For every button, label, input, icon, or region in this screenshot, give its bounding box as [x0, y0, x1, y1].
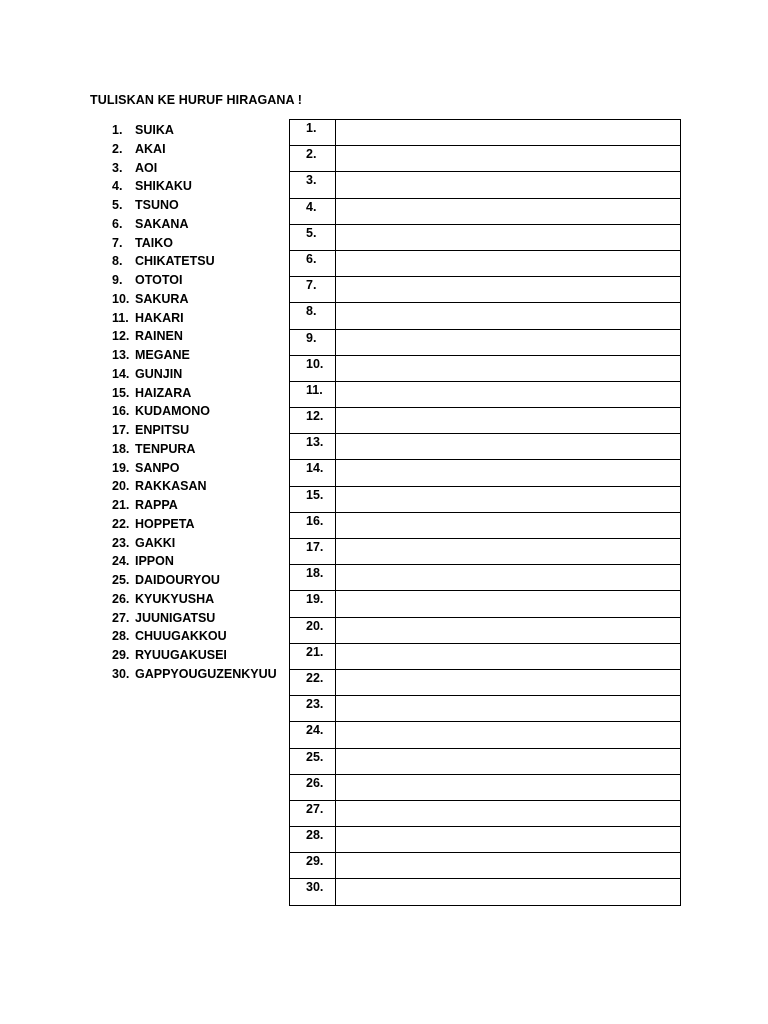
answer-number: 18.	[290, 565, 336, 591]
word-list-item	[112, 496, 277, 515]
word-text: GUNJIN	[135, 366, 183, 381]
word-number: 6.	[112, 216, 123, 231]
answer-number: 14.	[290, 460, 336, 486]
word-number: 11.	[112, 310, 129, 325]
word-number: 25.	[112, 573, 130, 587]
answer-number: 28.	[290, 827, 336, 853]
word-list-item	[112, 271, 277, 290]
answer-field[interactable]	[336, 198, 681, 224]
word-list-item	[112, 234, 277, 253]
word-text: RAPPA	[135, 498, 178, 512]
answer-number: 7.	[290, 277, 336, 303]
word-list-item	[112, 552, 277, 571]
word-list-item	[112, 515, 277, 534]
answer-number: 17.	[290, 539, 336, 565]
answer-row	[290, 434, 681, 460]
answer-row	[290, 879, 681, 905]
answer-field[interactable]	[336, 277, 681, 303]
word-text: HOPPETA	[135, 516, 195, 531]
word-text: RYUUGAKUSEI	[135, 648, 227, 662]
answer-number: 26.	[290, 774, 336, 800]
word-number: 2.	[112, 141, 123, 156]
answer-row	[290, 827, 681, 853]
word-list-item	[112, 177, 277, 196]
answer-field[interactable]	[336, 591, 681, 617]
answer-field[interactable]	[336, 486, 681, 512]
answer-row	[290, 381, 681, 407]
word-number: 18.	[112, 441, 130, 456]
word-number: 9.	[112, 273, 123, 287]
answer-field[interactable]	[336, 329, 681, 355]
word-number: 22.	[112, 516, 130, 531]
answer-number: 4.	[290, 198, 336, 224]
answer-row	[290, 800, 681, 826]
word-list-item	[112, 196, 277, 215]
page-title: TULISKAN KE HURUF HIRAGANA !	[90, 93, 303, 107]
answer-row	[290, 250, 681, 276]
word-text: CHIKATETSU	[135, 254, 215, 269]
word-number: 13.	[112, 348, 130, 362]
word-text: IPPON	[135, 554, 174, 569]
answer-field[interactable]	[336, 722, 681, 748]
word-text: SAKURA	[135, 291, 189, 306]
answer-row	[290, 198, 681, 224]
word-number: 27.	[112, 610, 130, 625]
answer-number: 25.	[290, 748, 336, 774]
word-list-item	[112, 571, 277, 590]
answer-field[interactable]	[336, 120, 681, 146]
word-text: CHUUGAKKOU	[135, 629, 227, 644]
word-text: HAKARI	[135, 310, 184, 325]
word-text: KUDAMONO	[135, 404, 210, 419]
answer-table	[289, 119, 681, 906]
word-list-item	[112, 609, 277, 628]
answer-number: 3.	[290, 172, 336, 198]
word-list-item	[112, 290, 277, 309]
answer-number: 6.	[290, 250, 336, 276]
word-number: 8.	[112, 254, 123, 269]
answer-row	[290, 774, 681, 800]
word-list-item	[112, 215, 277, 234]
answer-number: 22.	[290, 669, 336, 695]
answer-number: 13.	[290, 434, 336, 460]
word-list-item	[112, 665, 277, 684]
word-list-item	[112, 421, 277, 440]
word-text: SANPO	[135, 460, 180, 475]
answer-row	[290, 355, 681, 381]
answer-row	[290, 617, 681, 643]
word-text: GAPPYOUGUZENKYUU	[135, 666, 277, 681]
word-text: RAINEN	[135, 329, 183, 344]
word-text: AKAI	[135, 141, 166, 156]
word-number: 15.	[112, 385, 130, 400]
word-text: RAKKASAN	[135, 479, 207, 494]
answer-field[interactable]	[336, 250, 681, 276]
answer-field[interactable]	[336, 434, 681, 460]
word-text: SUIKA	[135, 123, 174, 137]
answer-field[interactable]	[336, 460, 681, 486]
answer-number: 1.	[290, 120, 336, 146]
word-list-item	[112, 459, 277, 478]
word-number: 19.	[112, 460, 130, 475]
answer-field[interactable]	[336, 774, 681, 800]
answer-field[interactable]	[336, 408, 681, 434]
word-text: TENPURA	[135, 441, 196, 456]
word-number: 10.	[112, 291, 130, 306]
answer-number: 21.	[290, 643, 336, 669]
word-list-item	[112, 402, 277, 421]
answer-row	[290, 539, 681, 565]
word-list-item	[112, 384, 277, 403]
word-number: 29.	[112, 648, 130, 662]
answer-number: 27.	[290, 800, 336, 826]
answer-row	[290, 748, 681, 774]
answer-row	[290, 853, 681, 879]
answer-field[interactable]	[336, 172, 681, 198]
answer-row	[290, 277, 681, 303]
answer-field[interactable]	[336, 539, 681, 565]
word-number: 3.	[112, 160, 123, 175]
word-text: SAKANA	[135, 216, 189, 231]
word-number: 28.	[112, 629, 130, 644]
word-list-item	[112, 440, 277, 459]
word-list-item	[112, 309, 277, 328]
word-list-item	[112, 534, 277, 553]
word-number: 23.	[112, 535, 130, 550]
answer-field[interactable]	[336, 617, 681, 643]
answer-number: 15.	[290, 486, 336, 512]
word-list-item	[112, 477, 277, 496]
word-number: 1.	[112, 123, 123, 137]
word-text: TAIKO	[135, 235, 173, 250]
word-number: 26.	[112, 591, 130, 606]
answer-field[interactable]	[336, 696, 681, 722]
answer-number: 5.	[290, 224, 336, 250]
answer-field[interactable]	[336, 224, 681, 250]
answer-number: 23.	[290, 696, 336, 722]
answer-number: 19.	[290, 591, 336, 617]
word-text: SHIKAKU	[135, 179, 192, 194]
word-text: MEGANE	[135, 348, 190, 362]
answer-number: 10.	[290, 355, 336, 381]
answer-field[interactable]	[336, 643, 681, 669]
word-list-item	[112, 627, 277, 646]
word-list-item	[112, 159, 277, 178]
word-text: JUUNIGATSU	[135, 610, 216, 625]
word-text: HAIZARA	[135, 385, 192, 400]
answer-field[interactable]	[336, 512, 681, 538]
word-number: 24.	[112, 554, 130, 569]
word-text: ENPITSU	[135, 423, 190, 437]
answer-number: 20.	[290, 617, 336, 643]
answer-field[interactable]	[336, 146, 681, 172]
answer-row	[290, 224, 681, 250]
answer-field[interactable]	[336, 748, 681, 774]
word-list-item	[112, 140, 277, 159]
word-number: 12.	[112, 329, 130, 344]
answer-field[interactable]	[336, 879, 681, 905]
word-text: GAKKI	[135, 535, 176, 550]
answer-field[interactable]	[336, 355, 681, 381]
word-number: 4.	[112, 179, 123, 194]
answer-number: 30.	[290, 879, 336, 905]
word-number: 17.	[112, 423, 130, 437]
word-list	[112, 121, 277, 684]
word-text: KYUKYUSHA	[135, 591, 215, 606]
word-number: 7.	[112, 235, 123, 250]
word-number: 21.	[112, 498, 130, 512]
answer-row	[290, 408, 681, 434]
answer-row	[290, 172, 681, 198]
word-number: 16.	[112, 404, 130, 419]
word-text: AOI	[135, 160, 158, 175]
answer-row	[290, 669, 681, 695]
answer-row	[290, 591, 681, 617]
answer-row	[290, 486, 681, 512]
answer-row	[290, 643, 681, 669]
answer-number: 8.	[290, 303, 336, 329]
answer-number: 24.	[290, 722, 336, 748]
word-list-item	[112, 346, 277, 365]
answer-row	[290, 460, 681, 486]
answer-number: 11.	[290, 381, 336, 407]
answer-number: 9.	[290, 329, 336, 355]
answer-field[interactable]	[336, 565, 681, 591]
answer-number: 2.	[290, 146, 336, 172]
word-list-item	[112, 590, 277, 609]
answer-field[interactable]	[336, 381, 681, 407]
answer-field[interactable]	[336, 303, 681, 329]
answer-row	[290, 146, 681, 172]
word-list-item	[112, 327, 277, 346]
answer-row	[290, 565, 681, 591]
answer-field[interactable]	[336, 669, 681, 695]
answer-number: 12.	[290, 408, 336, 434]
word-list-item	[112, 252, 277, 271]
word-number: 14.	[112, 366, 130, 381]
word-number: 5.	[112, 198, 123, 212]
word-number: 20.	[112, 479, 130, 494]
word-text: TSUNO	[135, 198, 179, 212]
word-text: DAIDOURYOU	[135, 573, 220, 587]
answer-number: 29.	[290, 853, 336, 879]
answer-row	[290, 329, 681, 355]
answer-field[interactable]	[336, 827, 681, 853]
answer-row	[290, 120, 681, 146]
answer-row	[290, 303, 681, 329]
word-list-item	[112, 646, 277, 665]
word-list-item	[112, 365, 277, 384]
answer-row	[290, 512, 681, 538]
answer-field[interactable]	[336, 800, 681, 826]
answer-field[interactable]	[336, 853, 681, 879]
word-list-item	[112, 121, 277, 140]
answer-row	[290, 696, 681, 722]
word-number: 30.	[112, 666, 130, 681]
word-text: OTOTOI	[135, 273, 183, 287]
answer-row	[290, 722, 681, 748]
answer-number: 16.	[290, 512, 336, 538]
